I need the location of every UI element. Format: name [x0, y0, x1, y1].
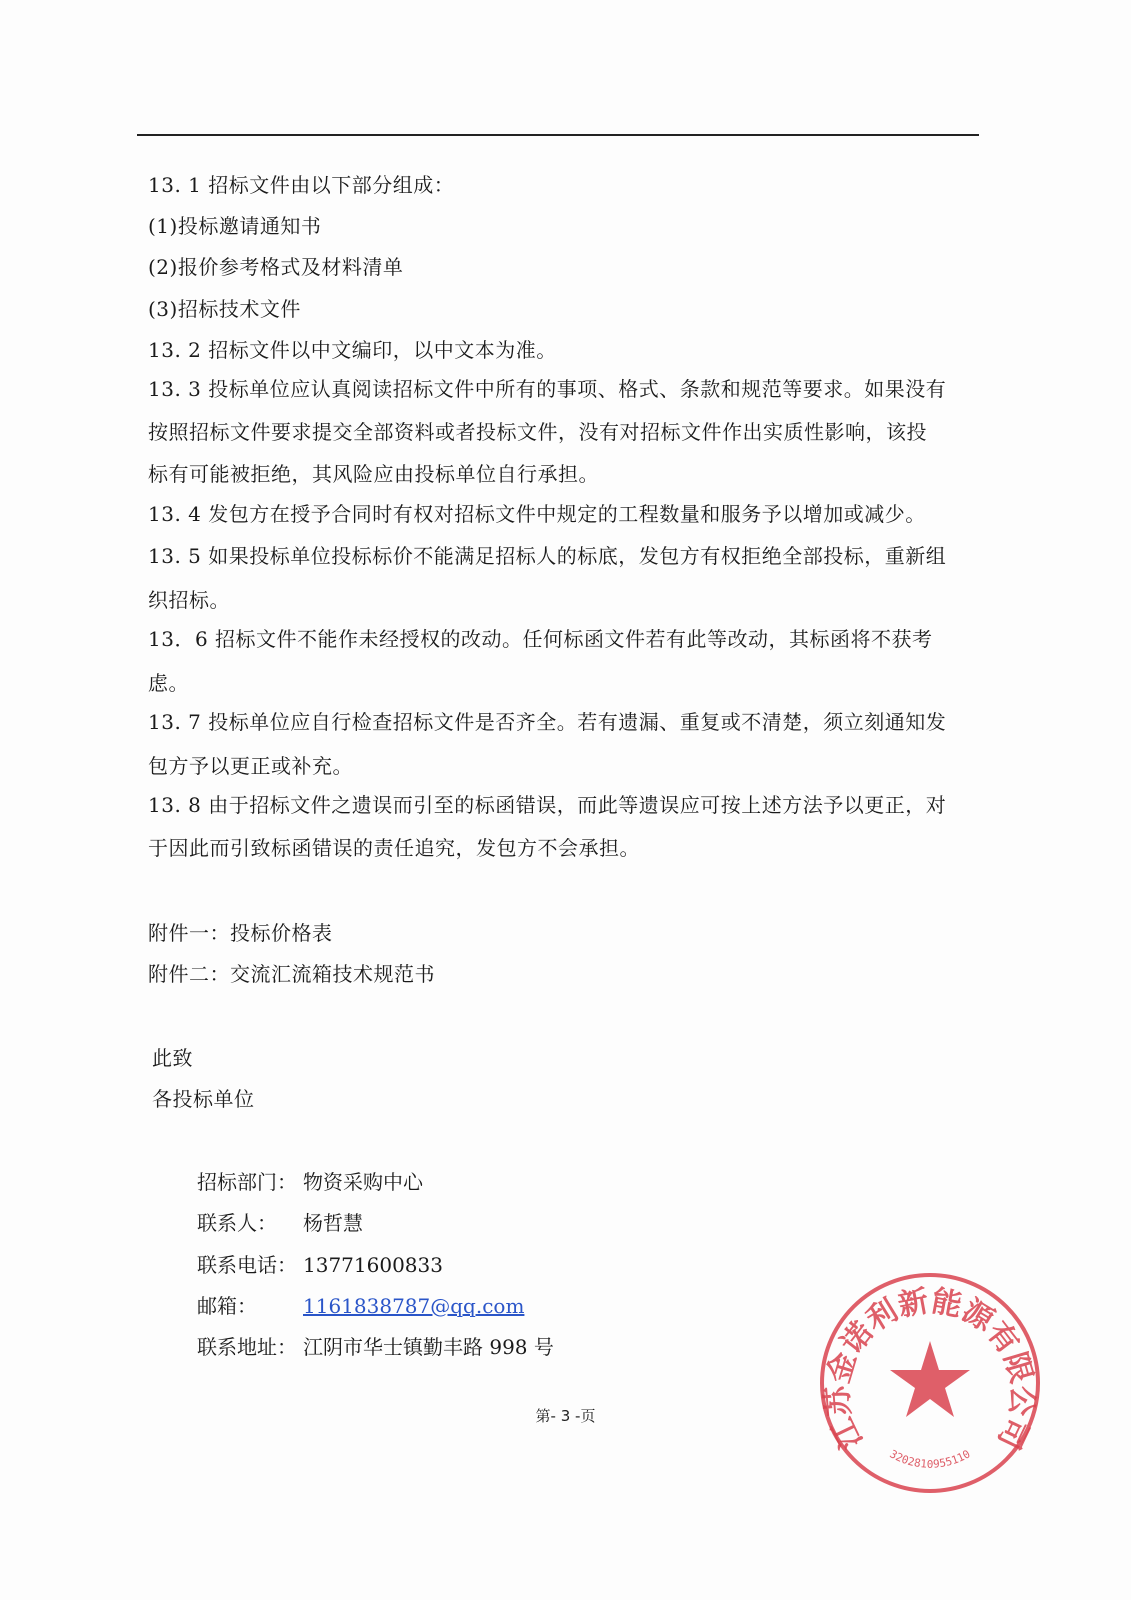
clause-13-6-line-1: 13．6 招标文件不能作未经授权的改动。任何标函文件若有此等改动，其标函将不获考 [148, 627, 933, 651]
clause-13-4: 13. 4 发包方在授予合同时有权对招标文件中规定的工程数量和服务予以增加或减少。 [148, 502, 926, 526]
clause-13-1: 13. 1 招标文件由以下部分组成： [148, 173, 455, 197]
dept-value: 物资采购中心 [303, 1170, 423, 1194]
clause-13-3-line-1: 13. 3 投标单位应认真阅读招标文件中所有的事项、格式、条款和规范等要求。如果没有 [148, 377, 947, 401]
clause-13-6-line-2: 虑。 [148, 671, 189, 695]
item-3: (3)招标技术文件 [148, 297, 301, 321]
svg-text:3202810955110: 3202810955110 [887, 1447, 973, 1471]
clause-13-7-line-2: 包方予以更正或补充。 [148, 754, 353, 778]
item-1: (1)投标邀请通知书 [148, 214, 322, 238]
clause-13-3-line-2: 按照招标文件要求提交全部资料或者投标文件，没有对招标文件作出实质性影响，该投 [148, 420, 927, 444]
email-label: 邮箱： [197, 1294, 257, 1318]
attachment-1: 附件一：投标价格表 [148, 921, 333, 945]
closing-recipient: 各投标单位 [152, 1087, 255, 1111]
clause-13-3-line-3: 标有可能被拒绝，其风险应由投标单位自行承担。 [148, 462, 599, 486]
attachment-2: 附件二：交流汇流箱技术规范书 [148, 962, 435, 986]
clause-13-5-line-2: 织招标。 [148, 588, 230, 612]
clause-13-8-line-2: 于因此而引致标函错误的责任追究，发包方不会承担。 [148, 836, 640, 860]
company-seal-stamp [815, 1268, 1045, 1498]
clause-13-5-line-1: 13. 5 如果投标单位投标标价不能满足招标人的标底，发包方有权拒绝全部投标，重新组 [148, 544, 947, 568]
svg-text:江苏金诺利新能源有限公司: 江苏金诺利新能源有限公司 [820, 1283, 1040, 1455]
clause-13-2: 13. 2 招标文件以中文编印，以中文本为准。 [148, 338, 557, 362]
phone-label: 联系电话： [197, 1253, 297, 1277]
clause-13-7-line-1: 13. 7 投标单位应自行检查招标文件是否齐全。若有遗漏、重复或不清楚，须立刻通知发 [148, 710, 947, 734]
person-label: 联系人： [197, 1211, 277, 1235]
address-label: 联系地址： [197, 1335, 297, 1359]
email-link[interactable]: 1161838787@qq.com [303, 1294, 525, 1318]
closing-salutation: 此致 [152, 1046, 193, 1070]
person-value: 杨哲慧 [303, 1211, 363, 1235]
item-2: (2)报价参考格式及材料清单 [148, 255, 404, 279]
phone-value: 13771600833 [303, 1253, 443, 1277]
dept-label: 招标部门： [197, 1170, 297, 1194]
address-value: 江阴市华士镇勤丰路 998 号 [303, 1335, 554, 1359]
clause-13-8-line-1: 13. 8 由于招标文件之遗误而引至的标函错误，而此等遗误应可按上述方法予以更正，对 [148, 793, 947, 817]
header-rule [137, 134, 979, 136]
page-number: 第- 3 -页 [535, 1407, 596, 1425]
